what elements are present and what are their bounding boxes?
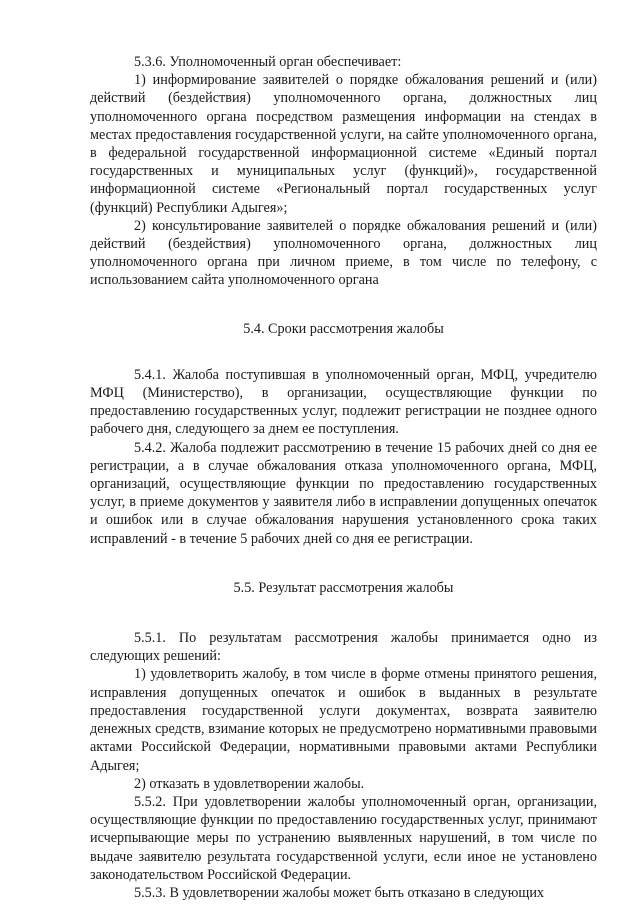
paragraph-5-5-1-item-1: 1) удовлетворить жалобу, в том числе в форме отмены принятого решения, исправления допущенных опечаток и ошибок в выданных в результате предоставления государственной услуги документах, возврата заявителю денежных средств, взимание которых не предусмотрено нормативными правовыми актами Российской Федерации, нормативными правовыми актами Республики Адыгея; [90, 666, 597, 774]
section-heading-5-4: 5.4. Сроки рассмотрения жалобы [243, 320, 444, 337]
paragraph-5-5-2: 5.5.2. При удовлетворении жалобы уполномоченный орган, организации, осуществляющие функции по предоставлению государственных услуг, принимают исчерпывающие меры по устранению выявленных нарушений, в том числе по выдаче заявителю результата государственной услуги, если иное не установлено законодательством Российской Федерации. [90, 793, 597, 883]
paragraph-5-3-6-item-2: 2) консультирование заявителей о порядке обжалования решений и (или) действий (бездействия) уполномоченного органа, должностных лиц уполномоченного органа при личном приеме, в том числе по телефону, с использованием сайта уполномоченного органа [90, 217, 597, 289]
paragraph-5-3-6: 5.3.6. Уполномоченный орган обеспечивает: [134, 54, 402, 70]
paragraph-5-3-6-item-1: 1) информирование заявителей о порядке обжалования решений и (или) действий (бездействия) уполномоченного органа, должностных лиц уполномоченного органа посредством размещения информации на стендах в местах предоставления государственной услуги, на сайте уполномоченного органа, в федеральной государственной информационной системе «Единый портал государственных и муниципальных услуг (функций)», государственной информационной системе «Региональный портал государственных услуг (функций) Республики Адыгея»; [90, 72, 597, 216]
paragraph-5-5-3: 5.5.3. В удовлетворении жалобы может быть отказано в следующих [134, 884, 545, 901]
paragraph-5-4-1: 5.4.1. Жалоба поступившая в уполномоченный орган, МФЦ, учредителю МФЦ (Министерство), в организации, осуществляющие функции по предоставлению государственных услуг, подлежит регистрации не позднее одного рабочего дня, следующего за днем ее поступления. [90, 366, 597, 438]
paragraph-5-4-2: 5.4.2. Жалоба подлежит рассмотрению в течение 15 рабочих дней со дня ее регистрации, а в случае обжалования отказа уполномоченного органа, МФЦ, организаций, осуществляющие функции по предоставлению государственных услуг, в приеме документов у заявителя либо в исправлении допущенных опечаток и ошибок или в случае обжалования нарушения установленного срока таких исправлений - в течение 5 рабочих дней со дня ее регистрации. [90, 439, 597, 547]
paragraph-5-5-1: 5.5.1. По результатам рассмотрения жалобы принимается одно из следующих решений: [90, 630, 597, 665]
section-heading-5-5: 5.5. Результат рассмотрения жалобы [233, 579, 454, 596]
paragraph-5-5-1-item-2: 2) отказать в удовлетворении жалобы. [134, 775, 365, 792]
